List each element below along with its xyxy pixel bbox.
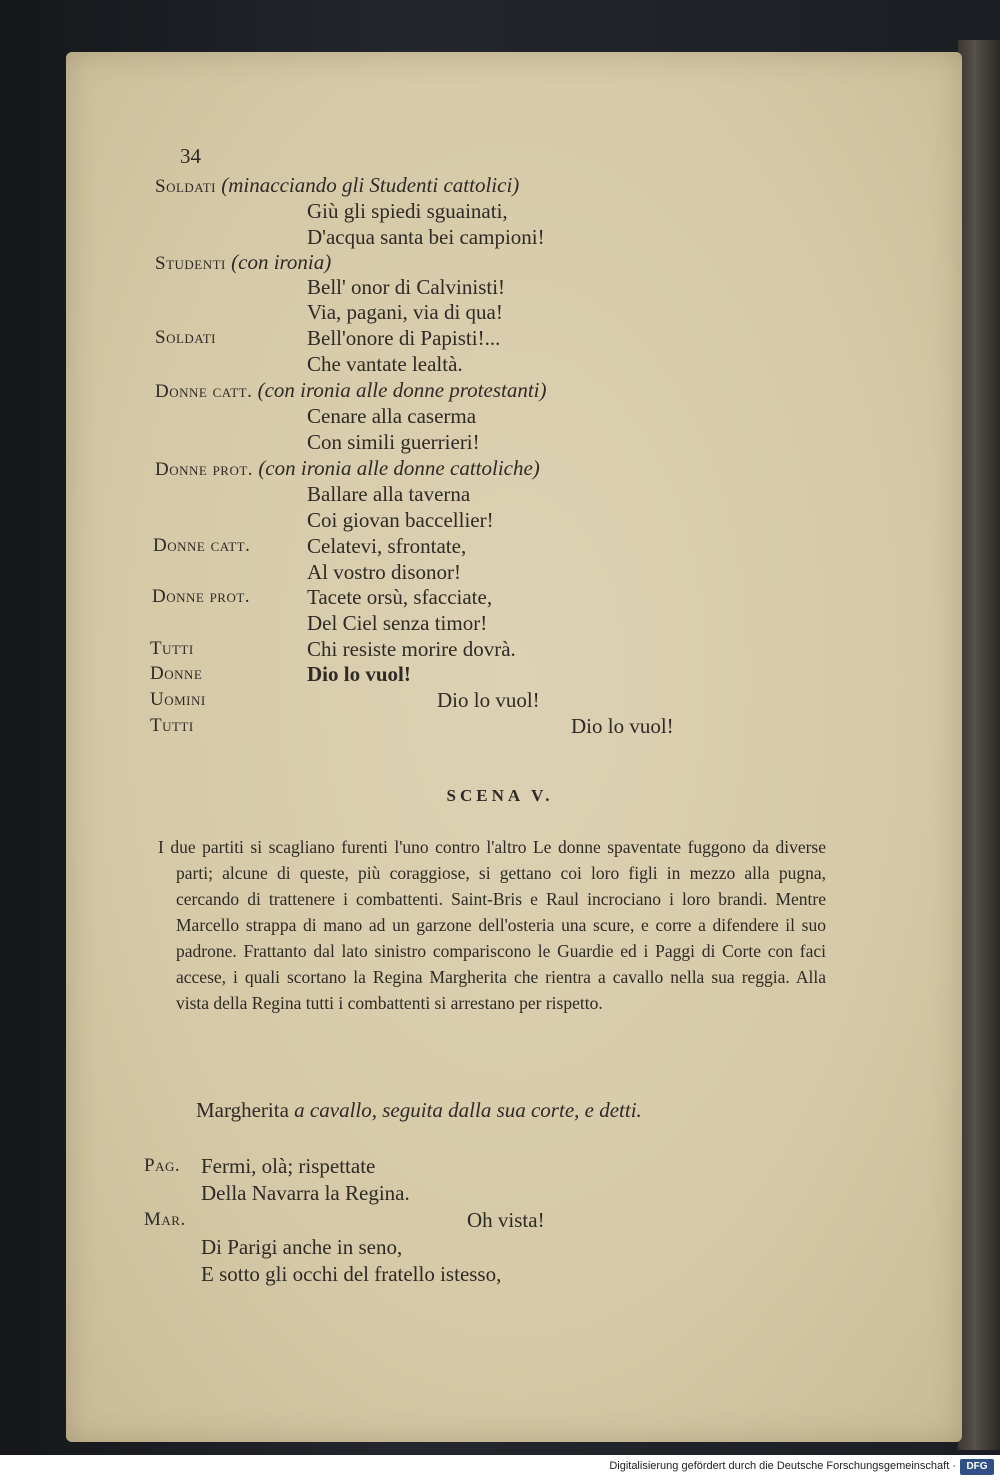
verse-line: Giù gli spiedi sguainati, — [307, 199, 508, 223]
speaker-name: Donne prot. — [155, 459, 254, 480]
footer-bar — [0, 1455, 1000, 1482]
speaker-name: Mar. — [144, 1209, 186, 1230]
verse-line — [155, 377, 546, 405]
verse-line — [155, 455, 540, 483]
speaker-name: Soldati — [155, 327, 217, 348]
scene-heading: SCENA V. — [446, 786, 554, 805]
verse-line: Tacete orsù, sfacciate, — [307, 585, 493, 609]
stage-direction: (con ironia alle donne cattoliche) — [258, 456, 540, 480]
funding-credit: Digitalisierung gefördert durch die Deutsche Forschungsgemeinschaft · — [609, 1460, 956, 1472]
character-name: Margherita — [196, 1098, 289, 1122]
verse-line: Dio lo vuol! — [307, 662, 411, 686]
speaker-name: Studenti — [155, 253, 226, 274]
speaker-name: Donne prot. — [152, 586, 251, 607]
verse-line: Oh vista! — [467, 1208, 545, 1232]
stage-direction: (con ironia) — [231, 250, 332, 274]
verse-line: D'acqua santa bei campioni! — [307, 225, 545, 249]
verse-line: Bell'onore di Papisti!... — [307, 326, 501, 350]
speaker-name: Soldati — [155, 176, 217, 197]
stage-direction-paragraph — [158, 834, 826, 1016]
book-cover-edge — [958, 40, 1000, 1450]
speaker-name: Donne — [150, 663, 203, 684]
verse-line: Coi giovan baccellier! — [307, 508, 494, 532]
stage-direction: (con ironia alle donne protestanti) — [257, 378, 547, 402]
verse-line: Al vostro disonor! — [307, 560, 461, 584]
verse-line: Celatevi, sfrontate, — [307, 534, 467, 558]
verse-line — [155, 249, 331, 277]
verse-line: Ballare alla taverna — [307, 482, 471, 506]
verse-line: Fermi, olà; rispettate — [201, 1154, 376, 1178]
verse-line: Di Parigi anche in seno, — [201, 1235, 403, 1259]
speaker-name: Tutti — [150, 715, 194, 736]
speaker-name: Donne catt. — [153, 535, 251, 556]
verse-line: Cenare alla caserma — [307, 404, 477, 428]
verse-line: Via, pagani, via di qua! — [307, 300, 503, 324]
verse-line: Dio lo vuol! — [571, 714, 674, 738]
entrance-line — [196, 1097, 642, 1123]
stage-direction: a cavallo, seguita dalla sua corte, e detti. — [294, 1098, 642, 1122]
dfg-logo: DFG — [960, 1459, 994, 1475]
verse-line: Del Ciel senza timor! — [307, 611, 488, 635]
page-number: 34 — [180, 144, 201, 168]
verse-line: Chi resiste morire dovrà. — [307, 637, 516, 661]
verse-line: Bell' onor di Calvinisti! — [307, 275, 506, 299]
verse-line: Dio lo vuol! — [437, 688, 540, 712]
speaker-name: Uomini — [150, 689, 206, 710]
speaker-name: Donne catt. — [155, 381, 253, 402]
verse-line: Che vantate lealtà. — [307, 352, 463, 376]
stage-direction-text: I due partiti si scagliano furenti l'uno contro l'altro Le donne spaventate fuggono da diverse parti; alcune di queste, più coraggiose, si gettano coi loro figli in mezzo alla pugna, cercando di trattenere i combattenti. Saint-Bris e Raul incrociano i loro brandi. Mentre Marcello strappa di mano ad un garzone dell'osteria una scure, e corre a difendere il suo padrone. Frattanto dal lato sinistro compariscono le Guardie ed i Paggi di Corte con faci accese, i quali scortano la Regina Margherita che rientra a cavallo nella sua reggia. Alla vista della Regina tutti i combattenti si arrestano per rispetto. — [158, 837, 826, 1013]
stage-direction: (minacciando gli Studenti cattolici) — [221, 173, 520, 197]
verse-line — [155, 172, 519, 200]
verse-line: Della Navarra la Regina. — [201, 1181, 410, 1205]
verse-line: E sotto gli occhi del fratello istesso, — [201, 1262, 502, 1286]
speaker-name: Pag. — [144, 1155, 181, 1176]
verse-line: Con simili guerrieri! — [307, 430, 480, 454]
speaker-name: Tutti — [150, 638, 194, 659]
